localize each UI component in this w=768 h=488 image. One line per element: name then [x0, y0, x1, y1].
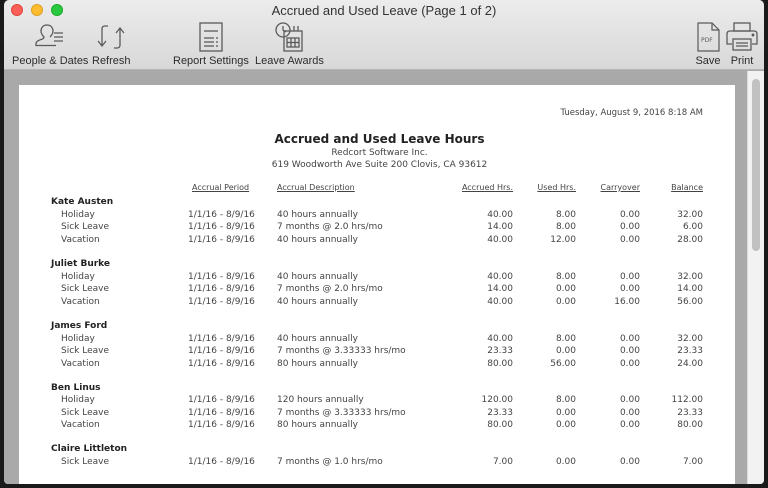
leave-type: Sick Leave — [61, 222, 110, 232]
used-hours: 0.00 — [555, 420, 576, 430]
report-preview-area[interactable] — [4, 71, 764, 484]
carryover: 0.00 — [619, 284, 640, 294]
leave-row — [19, 334, 735, 346]
printer-icon — [725, 21, 759, 53]
column-header-description: Accrual Description — [277, 183, 355, 192]
accrual-period: 1/1/16 - 8/9/16 — [188, 235, 255, 245]
leave-type: Sick Leave — [61, 284, 110, 294]
used-hours: 0.00 — [555, 408, 576, 418]
leave-row — [19, 297, 735, 309]
accrual-period: 1/1/16 - 8/9/16 — [188, 346, 255, 356]
accrual-description: 7 months @ 2.0 hrs/mo — [277, 284, 383, 294]
accrued-hours: 40.00 — [487, 210, 513, 220]
carryover: 0.00 — [619, 346, 640, 356]
accrual-description: 7 months @ 3.33333 hrs/mo — [277, 346, 406, 356]
pdf-file-icon — [691, 21, 725, 53]
leave-row — [19, 222, 735, 234]
accrual-period: 1/1/16 - 8/9/16 — [188, 272, 255, 282]
used-hours: 8.00 — [555, 272, 576, 282]
column-header-carryover: Carryover — [600, 183, 640, 192]
carryover: 0.00 — [619, 334, 640, 344]
leave-type: Holiday — [61, 210, 95, 220]
used-hours: 12.00 — [550, 235, 576, 245]
leave-type: Sick Leave — [61, 408, 110, 418]
report-settings-button[interactable] — [173, 21, 249, 67]
report-title: Accrued and Used Leave Hours — [274, 132, 485, 146]
leave-row — [19, 457, 735, 469]
used-hours: 0.00 — [555, 346, 576, 356]
leave-type: Vacation — [61, 420, 100, 430]
carryover: 0.00 — [619, 222, 640, 232]
accrual-period: 1/1/16 - 8/9/16 — [188, 334, 255, 344]
leave-type: Holiday — [61, 272, 95, 282]
refresh-button[interactable] — [92, 21, 131, 67]
leave-row — [19, 346, 735, 358]
balance: 80.00 — [677, 420, 703, 430]
carryover: 0.00 — [619, 457, 640, 467]
save-label: Save — [695, 55, 721, 67]
balance: 23.33 — [677, 408, 703, 418]
accrued-hours: 23.33 — [487, 346, 513, 356]
balance: 28.00 — [677, 235, 703, 245]
balance: 6.00 — [682, 222, 703, 232]
report-window — [4, 0, 764, 484]
used-hours: 8.00 — [555, 334, 576, 344]
carryover: 0.00 — [619, 408, 640, 418]
leave-row — [19, 420, 735, 432]
accrual-period: 1/1/16 - 8/9/16 — [188, 408, 255, 418]
balance: 7.00 — [682, 457, 703, 467]
accrual-period: 1/1/16 - 8/9/16 — [188, 284, 255, 294]
accrued-hours: 23.33 — [487, 408, 513, 418]
leave-row — [19, 272, 735, 284]
vertical-scrollbar[interactable] — [747, 71, 764, 484]
clock-calendar-icon — [272, 21, 306, 53]
accrued-hours: 14.00 — [487, 222, 513, 232]
column-header-accrued: Accrued Hrs. — [461, 183, 513, 192]
print-label: Print — [730, 55, 754, 67]
used-hours: 0.00 — [555, 457, 576, 467]
accrual-period: 1/1/16 - 8/9/16 — [188, 210, 255, 220]
accrued-hours: 120.00 — [481, 395, 513, 405]
leave-row — [19, 210, 735, 222]
people-dates-label: People & Dates — [12, 55, 89, 67]
accrued-hours: 40.00 — [487, 297, 513, 307]
employee-row — [19, 383, 735, 395]
accrued-hours: 40.00 — [487, 334, 513, 344]
accrued-hours: 40.00 — [487, 272, 513, 282]
accrual-period: 1/1/16 - 8/9/16 — [188, 359, 255, 369]
employee-name: James Ford — [51, 321, 108, 331]
accrual-description: 7 months @ 2.0 hrs/mo — [277, 222, 383, 232]
balance: 32.00 — [677, 334, 703, 344]
column-header-used: Used Hrs. — [537, 183, 576, 192]
used-hours: 56.00 — [550, 359, 576, 369]
leave-awards-label: Leave Awards — [255, 55, 324, 67]
people-dates-button[interactable] — [12, 21, 88, 67]
accrual-description: 80 hours annually — [277, 359, 358, 369]
balance: 23.33 — [677, 346, 703, 356]
carryover: 16.00 — [614, 297, 640, 307]
svg-text:PDF: PDF — [701, 37, 713, 44]
column-header-period: Accrual Period — [192, 183, 250, 192]
accrual-description: 120 hours annually — [277, 395, 364, 405]
accrual-period: 1/1/16 - 8/9/16 — [188, 222, 255, 232]
carryover: 0.00 — [619, 395, 640, 405]
accrued-hours: 7.00 — [492, 457, 513, 467]
accrual-description: 40 hours annually — [277, 272, 358, 282]
accrual-period: 1/1/16 - 8/9/16 — [188, 297, 255, 307]
carryover: 0.00 — [619, 210, 640, 220]
balance: 112.00 — [671, 395, 703, 405]
save-button[interactable] — [691, 21, 725, 67]
accrual-description: 40 hours annually — [277, 297, 358, 307]
accrual-period: 1/1/16 - 8/9/16 — [188, 457, 255, 467]
column-header-balance: Balance — [671, 183, 703, 192]
accrued-hours: 80.00 — [487, 359, 513, 369]
print-button[interactable] — [725, 21, 759, 67]
used-hours: 8.00 — [555, 395, 576, 405]
carryover: 0.00 — [619, 235, 640, 245]
people-list-icon — [33, 21, 67, 53]
titlebar-toolbar — [4, 0, 764, 70]
leave-type: Vacation — [61, 235, 100, 245]
leave-row — [19, 235, 735, 247]
carryover: 0.00 — [619, 272, 640, 282]
leave-type: Vacation — [61, 359, 100, 369]
window-title: Accrued and Used Leave (Page 1 of 2) — [271, 3, 497, 18]
employee-row — [19, 197, 735, 209]
scrollbar-thumb[interactable] — [752, 79, 760, 251]
balance: 32.00 — [677, 210, 703, 220]
employee-name: Kate Austen — [51, 197, 114, 207]
refresh-label: Refresh — [92, 55, 131, 67]
company-name: Redcort Software Inc. — [331, 148, 428, 158]
balance: 14.00 — [677, 284, 703, 294]
accrual-period: 1/1/16 - 8/9/16 — [188, 395, 255, 405]
report-document-icon — [194, 21, 228, 53]
used-hours: 0.00 — [555, 284, 576, 294]
employee-row — [19, 321, 735, 333]
report-timestamp: Tuesday, August 9, 2016 8:18 AM — [560, 108, 703, 118]
employee-name: Juliet Burke — [51, 259, 111, 269]
leave-type: Holiday — [61, 395, 95, 405]
leave-row — [19, 284, 735, 296]
accrual-description: 7 months @ 3.33333 hrs/mo — [277, 408, 406, 418]
accrual-description: 80 hours annually — [277, 420, 358, 430]
used-hours: 8.00 — [555, 222, 576, 232]
accrual-description: 40 hours annually — [277, 235, 358, 245]
accrual-period: 1/1/16 - 8/9/16 — [188, 420, 255, 430]
leave-row — [19, 359, 735, 371]
leave-row — [19, 408, 735, 420]
leave-type: Sick Leave — [61, 346, 110, 356]
leave-type: Sick Leave — [61, 457, 110, 467]
balance: 32.00 — [677, 272, 703, 282]
leave-row — [19, 395, 735, 407]
carryover: 0.00 — [619, 359, 640, 369]
balance: 24.00 — [677, 359, 703, 369]
carryover: 0.00 — [619, 420, 640, 430]
refresh-icon — [94, 21, 128, 53]
accrual-description: 7 months @ 1.0 hrs/mo — [277, 457, 383, 467]
leave-type: Holiday — [61, 334, 95, 344]
accrual-description: 40 hours annually — [277, 210, 358, 220]
accrued-hours: 80.00 — [487, 420, 513, 430]
report-page — [19, 85, 735, 484]
accrued-hours: 14.00 — [487, 284, 513, 294]
used-hours: 8.00 — [555, 210, 576, 220]
employee-row — [19, 444, 735, 456]
company-address: 619 Woodworth Ave Suite 200 Clovis, CA 93612 — [271, 160, 488, 170]
employee-name: Claire Littleton — [51, 444, 128, 454]
employee-name: Ben Linus — [51, 383, 101, 393]
used-hours: 0.00 — [555, 297, 576, 307]
report-settings-label: Report Settings — [173, 55, 249, 67]
leave-awards-button[interactable] — [255, 21, 324, 67]
employee-row — [19, 259, 735, 271]
accrued-hours: 40.00 — [487, 235, 513, 245]
accrual-description: 40 hours annually — [277, 334, 358, 344]
leave-type: Vacation — [61, 297, 100, 307]
balance: 56.00 — [677, 297, 703, 307]
